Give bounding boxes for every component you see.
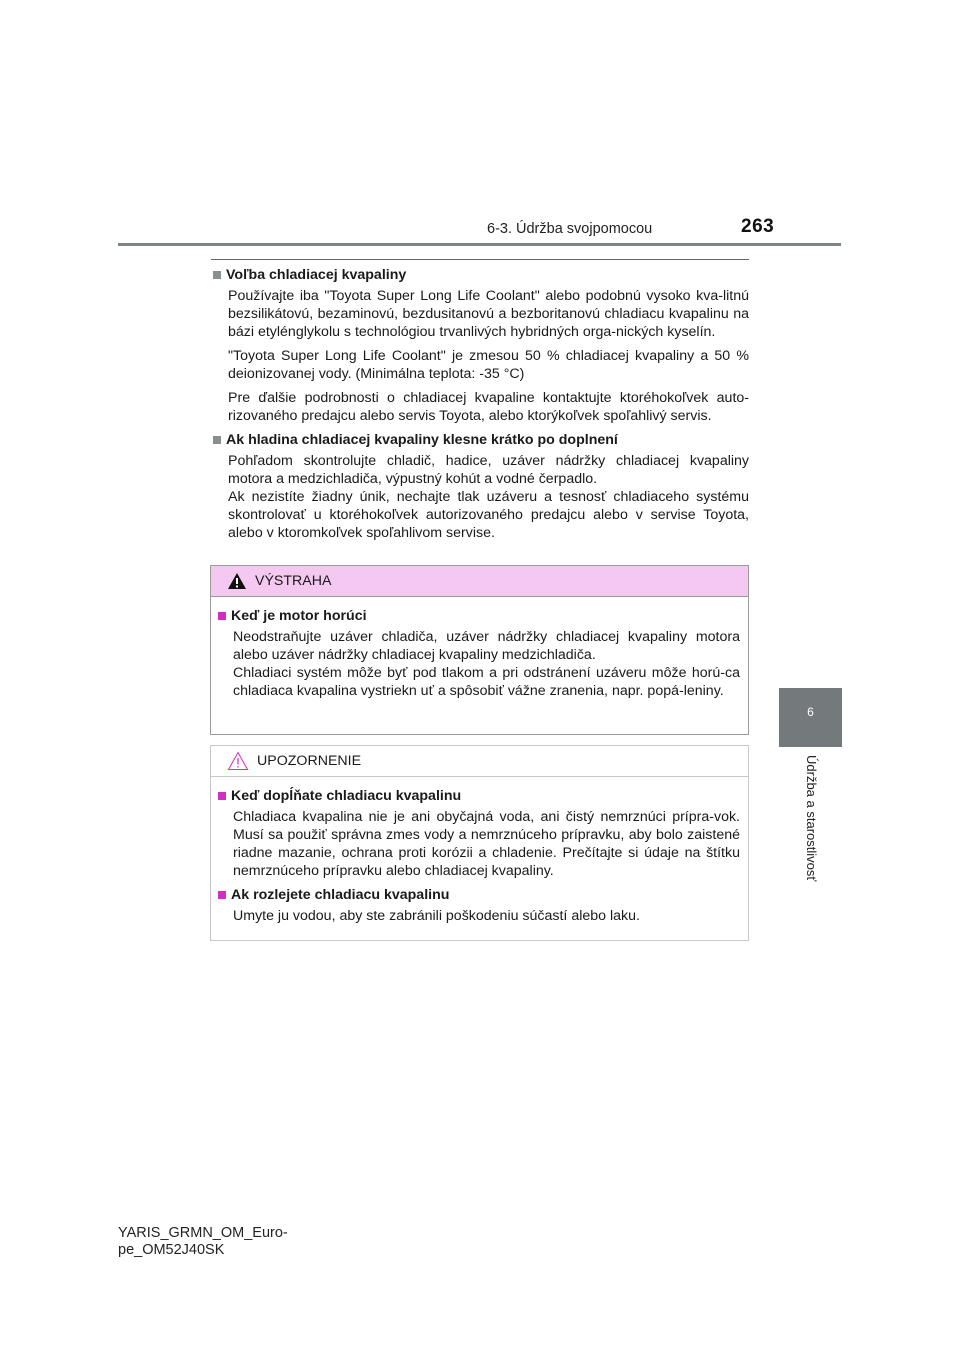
section-heading <box>211 431 749 449</box>
caution-heading <box>216 886 740 904</box>
section-heading-text: Ak hladina chladiacej kvapaliny klesne krátko po doplnení <box>226 432 618 448</box>
chapter-number: 6 <box>807 705 814 719</box>
paragraph: Ak nezistíte žiadny únik, nechajte tlak uzáveru a tesnosť chladiaceho systému skontrolovať u ktoréhokoľvek autorizovaného predajcu alebo v servise Toyota, alebo v ktoromkoľvek spoľahlivom servise. <box>228 489 749 541</box>
header-rule <box>118 243 841 246</box>
section-coolant-level <box>211 431 749 542</box>
warning-paragraph: Neodstraňujte uzáver chladiča, uzáver nádržky chladiacej kvapaliny motora alebo uzáver nádržky chladiacej kvapaliny medzichladiča. <box>233 629 740 663</box>
chapter-tab[interactable] <box>779 688 842 747</box>
section-heading-text: Voľba chladiacej kvapaliny <box>226 267 407 283</box>
caution-box <box>210 745 749 941</box>
warning-triangle-icon <box>227 572 247 590</box>
header-section-title: 6-3. Údržba svojpomocou <box>487 221 653 237</box>
caution-paragraph: Umyte ju vodou, aby ste zabránili poškodeniu súčastí alebo laku. <box>233 908 640 924</box>
caution-header <box>211 746 748 777</box>
footer-line: YARIS_GRMN_OM_Euro- <box>118 1225 288 1241</box>
content-top-rule <box>211 259 749 260</box>
footer-line: pe_OM52J40SK <box>118 1242 225 1258</box>
square-bullet-icon <box>213 436 221 444</box>
section-coolant-choice <box>211 266 749 425</box>
square-bullet-icon <box>213 271 221 279</box>
warning-heading <box>216 607 740 625</box>
section-heading <box>211 266 749 284</box>
square-bullet-icon <box>218 612 226 620</box>
caution-heading-text: Ak rozlejete chladiacu kvapalinu <box>231 887 450 903</box>
warning-header <box>211 566 748 597</box>
square-bullet-icon <box>218 891 226 899</box>
paragraph: Používajte iba "Toyota Super Long Life Coolant" alebo podobnú vysoko kva-litnú bezsilikátovú, bezaminovú, bezdusitanovú a bezboritanovú chladiacu kvapalinu na bázi etylénglykolu s technológiou trvanlivých hybridných orga-nických kyselín. <box>228 288 749 340</box>
caution-heading-text: Keď dopĺňate chladiacu kvapalinu <box>231 788 462 804</box>
warning-paragraph: Chladiaci systém môže byť pod tlakom a pri odstránení uzáveru môže horú-ca chladiaca kvapalina vystriekn uť a spôsobiť vážne zranenia, napr. popá-leniny. <box>233 665 740 699</box>
page-number: 263 <box>741 216 775 237</box>
warning-heading-text: Keď je motor horúci <box>231 608 367 624</box>
warning-title: VÝSTRAHA <box>255 573 332 589</box>
square-bullet-icon <box>218 792 226 800</box>
paragraph: "Toyota Super Long Life Coolant" je zmesou 50 % chladiacej kvapaliny a 50 % deionizovanej vody. (Minimálna teplota: -35 °C) <box>228 348 749 382</box>
caution-title: UPOZORNENIE <box>257 753 362 769</box>
paragraph: Pre ďalšie podrobnosti o chladiacej kvapaline kontaktujte ktoréhokoľvek auto-rizovaného predajcu alebo servis Toyota, alebo ktorýkoľvek spoľahlivý servis. <box>228 390 749 424</box>
paragraph: Pohľadom skontrolujte chladič, hadice, uzáver nádržky chladiacej kvapaliny motora a medzichladiča, výpustný kohút a vodné čerpadlo. <box>228 453 749 487</box>
caution-paragraph: Chladiaca kvapalina nie je ani obyčajná voda, ani čistý nemrznúci prípra-vok. Musí sa použiť správna zmes vody a nemrznúceho prípravku, aby bolo zaistené riadne mazanie, ochrana proti korózii a chladenie. Prečítajte si údaje na štítku nemrznúceho prípravku alebo chladiacej kvapaliny. <box>233 809 740 879</box>
caution-triangle-icon <box>227 751 249 771</box>
chapter-title: Údržba a starostlivosť <box>804 755 819 882</box>
main-content <box>211 266 749 548</box>
footer-doc-id <box>118 1225 288 1259</box>
caution-heading <box>216 787 740 805</box>
warning-box <box>210 565 749 735</box>
